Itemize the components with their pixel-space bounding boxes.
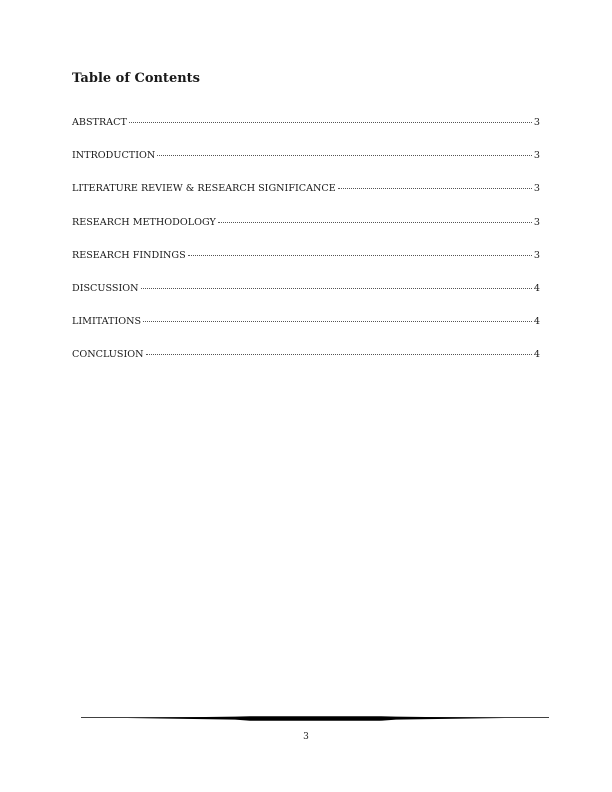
toc-entry-label: INTRODUCTION <box>72 150 156 162</box>
toc-entry-page: 3 <box>533 183 540 195</box>
toc-entry-page: 3 <box>533 150 540 162</box>
toc-entry-label: ABSTRACT <box>72 117 127 128</box>
toc-dot-leader <box>141 288 532 289</box>
toc-entry-label: RESEARCH METHODOLOGY <box>72 216 216 228</box>
toc-entry-page: 4 <box>533 349 540 361</box>
toc-entry-page: 3 <box>533 117 540 128</box>
toc-dot-leader <box>157 155 532 156</box>
toc-entry-label: RESEARCH FINDINGS <box>72 249 186 261</box>
footer-decorative-rule <box>0 712 612 724</box>
toc-title: Table of Contents <box>72 71 200 86</box>
toc-entry-label: CONCLUSION <box>72 349 144 361</box>
toc-entry-label: LIMITATIONS <box>72 316 142 328</box>
toc-entry-page: 4 <box>533 282 540 294</box>
toc-entry-label: DISCUSSION <box>72 282 139 294</box>
toc-dot-leader <box>338 188 532 189</box>
toc-entry-discussion[interactable] <box>72 283 540 316</box>
toc-entry-literature-review[interactable] <box>72 183 540 216</box>
toc-dot-leader <box>188 255 532 256</box>
toc-entry-research-methodology[interactable] <box>72 217 540 250</box>
toc-dot-leader <box>129 122 532 123</box>
toc-entry-page: 4 <box>533 316 540 328</box>
toc-entry-introduction[interactable] <box>72 150 540 183</box>
toc-entry-limitations[interactable] <box>72 316 540 349</box>
toc-entry-label: LITERATURE REVIEW & RESEARCH SIGNIFICANCE <box>72 183 336 195</box>
footer-page-number: 3 <box>303 732 309 742</box>
toc-entry-conclusion[interactable] <box>72 349 540 382</box>
toc-entry-research-findings[interactable] <box>72 250 540 283</box>
toc-dot-leader <box>218 222 532 223</box>
toc-entry-page: 3 <box>533 216 540 228</box>
toc-list <box>72 117 540 383</box>
toc-entry-page: 3 <box>533 249 540 261</box>
toc-dot-leader <box>146 354 532 355</box>
toc-entry-abstract[interactable] <box>72 117 540 150</box>
toc-dot-leader <box>143 321 532 322</box>
